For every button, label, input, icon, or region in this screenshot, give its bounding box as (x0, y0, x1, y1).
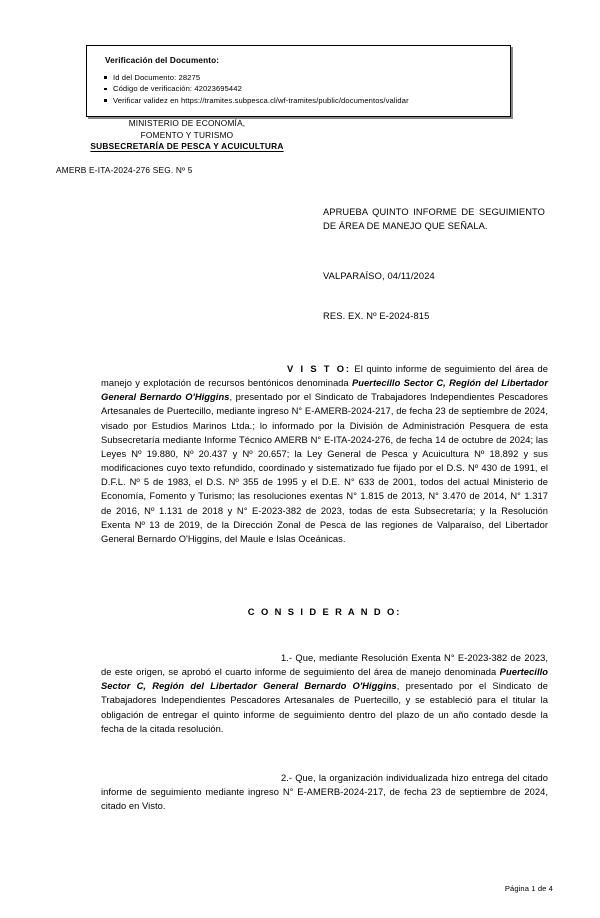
considerando-1-text-part-2: , presentado por el Sindicato de Trabajadores Independientes Pescadores Artesanales de Puertecillo, y se estableció para el titular la obligación de entregar el quinto informe de seguimiento dentro del plazo de un año contado desde la fecha de la citada resolución. (101, 681, 548, 734)
considerando-2-number: 2.- (281, 773, 296, 783)
visto-area-name: Puertecillo Sector C, Región del Libertador General Bernardo O'Higgins (101, 378, 548, 403)
place-and-date: VALPARAÍSO, 04/11/2024 (323, 271, 435, 281)
letterhead (56, 118, 318, 153)
resolution-number: RES. EX. Nº E-2024-815 (323, 311, 430, 321)
amerb-reference: AMERB E-ITA-2024-276 SEG. Nº 5 (56, 165, 193, 175)
verification-item-document-id (101, 72, 498, 83)
verification-title: Verificación del Documento: (105, 56, 220, 65)
verification-item-code (101, 83, 498, 94)
ministry-line-1: MINISTERIO DE ECONOMÍA, (128, 118, 246, 128)
considerando-heading: C O N S I D E R A N D O: (247, 607, 402, 617)
considerando-2-text: Que, la organización individualizada hizo entrega del citado informe de seguimiento mediante ingreso N° E-AMERB-2024-217, de fecha 23 de septiembre de 2024, citado en Visto. (101, 773, 548, 812)
document-subject: APRUEBA QUINTO INFORME DE SEGUIMIENTO DE ÁREA DE MANEJO QUE SEÑALA. (323, 207, 545, 232)
considerando-item-1 (101, 651, 548, 736)
verification-item-text: Id del Documento: 28275 (113, 73, 201, 82)
bullet-icon (104, 88, 107, 91)
visto-paragraph (101, 362, 548, 546)
page-footer: Página 1 de 4 (504, 884, 553, 893)
verification-item-url (101, 95, 498, 106)
verification-item-text: Verificar validez en https://tramites.subpesca.cl/wf-tramites/public/documentos/validar (113, 95, 409, 105)
verification-list (101, 72, 498, 106)
considerando-1-area-name: Puertecillo Sector C, Región del Libertador General Bernardo O'Higgins (101, 667, 548, 692)
visto-heading: V I S T O: (287, 364, 351, 374)
visto-text-part-2: , presentado por el Sindicato de Trabajadores Independientes Pescadores Artesanales de Puertecillo, mediante ingreso N° E-AMERB-2024-217, de fecha 23 de septiembre de 2024, visado por Estudios Marinos Ltda.; lo informado por la División de Administración Pesquera de esta Subsecretaría mediante Informe Técnico AMERB N° E-ITA-2024-276, de fecha 14 de octubre de 2024; las Leyes Nº 19.880, Nº 20.437 y Nº 20.657; la Ley General de Pesca y Acuicultura Nº 18.892 y sus modificaciones cuyo texto refundido, coordinado y sistematizado fue fijado por el D.S. Nº 430 de 1991, el D.F.L. Nº 5 de 1983, el D.S. Nº 355 de 1995 y el D.E. N° 633 de 2001, todos del actual Ministerio de Economía, Fomento y Turismo; las resoluciones exentas N° 1.815 de 2013, N° 3.470 de 2014, N° 1.317 de 2016, Nº 1.131 de 2018 y N° E-2023-382 de 2023, todas de esta Subsecretaría; y la Resolución Exenta Nº 13 de 2019, de la Dirección Zonal de Pesca de las regiones de Valparaíso, del Libertador General Bernardo O'Higgins, del Maule e Islas Oceánicas. (101, 392, 549, 544)
bullet-icon (104, 99, 107, 102)
ministry-line-2: FOMENTO Y TURISMO (140, 129, 234, 140)
considerando-1-number: 1.- (281, 653, 296, 663)
visto-text-part-1: El quinto informe de seguimiento del área de manejo y explotación de recursos bentónicos denominada (101, 364, 548, 389)
subsecretaria-name: SUBSECRETARÍA DE PESCA Y ACUICULTURA (90, 141, 284, 152)
verification-item-text: Código de verificación: 42023695442 (113, 84, 242, 94)
considerando-item-2 (101, 771, 548, 813)
considerando-1-text-part-1: Que, mediante Resolución Exenta N° E-2023-382 de 2023, de este origen, se aprobó el cuarto informe de seguimiento del área de manejo denominada (101, 653, 548, 678)
bullet-icon (104, 76, 107, 79)
verification-box (86, 45, 511, 117)
